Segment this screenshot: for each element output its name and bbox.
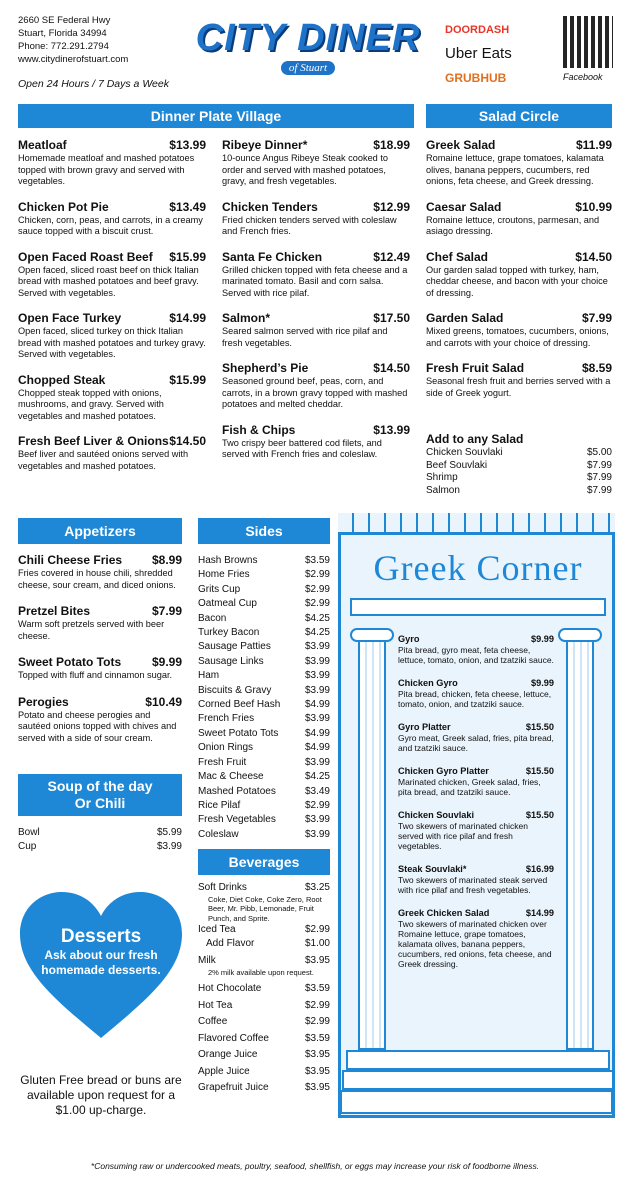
item-price: $4.99 — [304, 742, 330, 754]
item-name: Chef Salad — [426, 249, 489, 264]
list-item — [198, 741, 330, 755]
menu-item — [18, 200, 206, 238]
list-item: Iced Tea $2.99 — [198, 924, 330, 935]
item-price: $3.99 — [304, 641, 330, 653]
item-name: Fish & Chips — [222, 422, 296, 437]
item-description: Topped with fluff and cinnamon sugar. — [18, 670, 173, 680]
item-name: Ham — [198, 670, 220, 682]
list-item — [198, 712, 330, 726]
item-price: $14.50 — [575, 249, 612, 264]
item-name: Sausage Patties — [198, 641, 271, 653]
item-price: $2.99 — [304, 569, 330, 581]
list-item — [198, 568, 330, 582]
menu-item — [426, 138, 612, 188]
desserts-block — [30, 926, 172, 978]
item-description: Seasonal fresh fruit and berries served with a side of Greek yogurt. — [426, 376, 611, 398]
address-line-2: Stuart, Florida 34994 — [18, 28, 107, 39]
website-link[interactable]: www.citydinerofstuart.com — [18, 54, 129, 65]
item-name: Santa Fe Chicken — [222, 249, 323, 264]
item-price: $15.99 — [169, 249, 206, 264]
item-description: Gyro meat, Greek salad, fries, pita bread, and tzatziki sauce. — [398, 733, 554, 753]
item-name: Sweet Potato Tots — [198, 727, 279, 739]
item-price: $7.99 — [586, 459, 612, 471]
item-description: Romaine lettuce, croutons, parmesan, and asiago dressing. — [426, 214, 600, 236]
menu-item — [426, 250, 612, 300]
item-price: $2.99 — [304, 999, 330, 1011]
item-name: Garden Salad — [426, 311, 504, 325]
item-price: $7.99 — [586, 472, 612, 483]
facebook-label: Facebook — [563, 72, 603, 82]
item-price: $2.99 — [304, 799, 330, 811]
restaurant-info — [18, 14, 128, 66]
item-price: $3.95 — [304, 1065, 330, 1077]
item-description: Two skewers of marinated chicken served with rice pilaf and fresh vegetables. — [398, 821, 528, 851]
item-name: Mac & Cheese — [198, 771, 264, 783]
item-name: Steak Souvlaki* — [398, 864, 467, 874]
item-description: Potato and cheese perogies and sautéed onions topped with chives and served with a side of sour cream. — [18, 709, 177, 743]
beverages-header: Beverages — [198, 849, 330, 875]
item-price: $7.99 — [151, 604, 182, 618]
soup-title-2: Or Chili — [74, 795, 126, 811]
menu-item — [18, 604, 182, 642]
list-item — [426, 472, 612, 485]
item-name: Cup — [18, 840, 37, 852]
ubereats-logo[interactable]: Uber Eats — [445, 45, 512, 62]
item-name: Caesar Salad — [426, 199, 502, 214]
item-name: Pretzel Bites — [18, 604, 91, 618]
item-description: Chopped steak topped with onions, mushrooms, and gravy. Served with vegetables and mashed potatoes. — [18, 387, 164, 421]
item-name: Shepherd’s Pie — [222, 361, 309, 375]
sides-list — [198, 554, 330, 842]
item-name: Open Faced Roast Beef — [18, 249, 153, 264]
menu-item — [222, 138, 410, 188]
list-item — [198, 554, 330, 568]
temple-base-1 — [346, 1050, 610, 1070]
item-name: Rice Pilaf — [198, 799, 241, 811]
item-price: $3.99 — [304, 684, 330, 696]
item-price: $3.59 — [304, 1032, 330, 1044]
item-price: $15.50 — [525, 766, 554, 776]
item-name: Flavored Coffee — [198, 1032, 269, 1044]
menu-item — [398, 907, 554, 969]
item-name: Oatmeal Cup — [198, 598, 257, 610]
item-name: Perogies — [18, 694, 69, 709]
item-price: $13.99 — [169, 138, 206, 152]
delivery-partners — [445, 18, 555, 90]
item-name: Fresh Fruit Salad — [426, 361, 525, 375]
menu-item — [398, 765, 554, 797]
item-price: $5.00 — [586, 447, 612, 458]
list-item — [198, 1047, 330, 1064]
item-name: Hot Chocolate — [198, 983, 262, 994]
menu-item — [426, 311, 612, 349]
menu-item — [222, 200, 410, 238]
pillar-right — [566, 640, 594, 1050]
item-name: Chicken Pot Pie — [18, 199, 109, 214]
item-price: $4.25 — [304, 771, 330, 783]
soup-header — [18, 774, 182, 816]
list-item — [426, 460, 612, 473]
item-price: $3.95 — [304, 1049, 330, 1060]
item-name: Mashed Potatoes — [198, 785, 276, 797]
list-item — [198, 828, 330, 842]
menu-item — [18, 695, 182, 745]
item-description: Fried chicken tenders served with coleslaw and French fries. — [222, 214, 397, 236]
list-item — [198, 626, 330, 640]
item-name: Chicken Tenders — [222, 199, 318, 214]
item-name: Hot Tea — [198, 999, 233, 1011]
list-item — [198, 981, 330, 998]
temple-roof — [338, 513, 615, 535]
menu-item — [398, 809, 554, 851]
menu-item — [426, 200, 612, 238]
item-price: $2.99 — [304, 598, 330, 610]
menu-item — [398, 721, 554, 753]
item-name: Orange Juice — [198, 1049, 258, 1060]
item-description: Pita bread, chicken, feta cheese, lettuce, tomato, onion, and tzatziki sauce. — [398, 689, 552, 709]
list-item: Milk $3.95 — [198, 955, 330, 966]
item-price: $13.99 — [373, 422, 410, 437]
menu-item — [18, 553, 182, 591]
list-item — [198, 583, 330, 597]
item-description: Seasoned ground beef, peas, corn, and carrots, in a brown gravy topped with mashed potatoes and melted cheddar. — [222, 376, 408, 409]
gluten-free-note: Gluten Free bread or buns are available upon request for a $1.00 up-charge. — [20, 1073, 182, 1117]
item-name: Bowl — [18, 827, 40, 838]
item-price: $4.99 — [304, 727, 330, 739]
temple-base-2 — [342, 1070, 614, 1090]
item-price: $15.50 — [525, 722, 554, 732]
list-item — [198, 1014, 330, 1031]
item-name: Greek Chicken Salad — [398, 908, 490, 918]
item-price: $3.99 — [304, 655, 330, 667]
list-item — [198, 1080, 330, 1097]
item-name: Hash Browns — [198, 555, 258, 566]
item-description: Fries covered in house chili, shredded cheese, sour cream, and diced onions. — [18, 568, 176, 590]
qr-code-icon[interactable] — [563, 16, 613, 68]
item-name: Salmon* — [222, 311, 271, 325]
item-description: Pita bread, gyro meat, feta cheese, lettuce, tomato, onion, and tzatziki sauce. — [398, 645, 554, 665]
soup-title-1: Soup of the day — [47, 778, 153, 794]
list-item — [198, 799, 330, 813]
desserts-text: Ask about our fresh homemade desserts. — [41, 948, 161, 977]
list-item — [198, 727, 330, 741]
item-name: Salmon — [426, 484, 460, 496]
item-name: Onion Rings — [198, 742, 254, 754]
list-item — [426, 485, 612, 498]
list-item — [198, 640, 330, 654]
list-item — [198, 770, 330, 784]
item-price: $3.99 — [304, 814, 330, 826]
item-price: $3.49 — [304, 785, 330, 797]
item-name: Greek Salad — [426, 138, 496, 152]
item-price: $3.95 — [304, 1082, 330, 1093]
phone: Phone: 772.291.2794 — [18, 41, 109, 52]
item-price: $18.99 — [373, 138, 410, 152]
item-name: Corned Beef Hash — [198, 699, 281, 711]
menu-item — [18, 250, 206, 300]
soft-drinks-note: Coke, Diet Coke, Coke Zero, Root Beer, Mr. Pibb, Lemonade, Fruit Punch, and Sprite. — [208, 894, 322, 923]
item-name: Turkey Bacon — [198, 627, 260, 639]
doordash-logo[interactable]: DOORDASH — [445, 24, 510, 36]
milk-note: 2% milk available upon request. — [208, 967, 314, 977]
menu-item — [18, 434, 206, 472]
appetizers-column — [18, 553, 182, 757]
item-price: $10.99 — [575, 199, 612, 214]
list-item — [198, 612, 330, 626]
item-name: Gyro Platter — [398, 722, 451, 732]
item-description: Two crispy beer battered cod filets, and served with French fries and coleslaw. — [222, 437, 382, 459]
menu-item — [18, 373, 206, 423]
item-name: Home Fries — [198, 569, 250, 581]
item-name: Grapefruit Juice — [198, 1082, 269, 1093]
list-item — [198, 813, 330, 827]
item-description: Our garden salad topped with turkey, ham, cheddar cheese, and bacon with your choice of dressing. — [426, 264, 608, 298]
greek-menu — [398, 633, 554, 981]
menu-item — [18, 311, 206, 361]
item-price: $11.99 — [575, 138, 612, 152]
item-name: Sausage Links — [198, 655, 264, 667]
item-price: $17.50 — [373, 311, 410, 325]
item-name: Chicken Gyro Platter — [398, 766, 489, 776]
list-item — [198, 1031, 330, 1048]
item-price: $14.99 — [525, 908, 554, 918]
item-name: Bacon — [198, 612, 227, 624]
item-price: $8.99 — [151, 553, 182, 567]
item-description: Two skewers of marinated steak served with rice pilaf and fresh vegetables. — [398, 875, 548, 895]
list-item: Add Flavor $1.00 — [206, 937, 330, 949]
temple-base-3 — [340, 1090, 613, 1114]
item-name: Beef Souvlaki — [426, 459, 488, 471]
item-price: $14.99 — [169, 311, 206, 325]
beverages-list — [198, 881, 330, 1097]
item-description: Mixed greens, tomatoes, cucumbers, onions, and carrots with your choice of dressing. — [426, 326, 609, 348]
menu-item — [426, 361, 612, 399]
item-price: $10.49 — [145, 694, 182, 709]
item-price: $3.59 — [304, 983, 330, 994]
item-description: Beef liver and sautéed onions served with vegetables and mashed potatoes. — [18, 449, 189, 471]
item-price: $15.99 — [169, 372, 206, 387]
item-price: $3.99 — [304, 756, 330, 768]
item-name: Coffee — [198, 1016, 228, 1027]
menu-item — [222, 250, 410, 300]
item-price: $3.99 — [304, 828, 330, 840]
grubhub-logo[interactable]: GRUBHUB — [445, 71, 507, 85]
menu-item — [18, 655, 182, 682]
item-name: Chicken Souvlaki — [426, 447, 503, 458]
menu-item — [398, 677, 554, 709]
item-name: Fresh Vegetables — [198, 814, 276, 826]
item-name: Coleslaw — [198, 828, 239, 840]
item-price: $12.99 — [373, 199, 410, 214]
item-price: $3.59 — [304, 555, 330, 566]
list-item — [426, 447, 612, 460]
menu-item — [222, 361, 410, 411]
menu-item — [222, 311, 410, 349]
item-price: $5.99 — [156, 827, 182, 838]
item-price: $7.99 — [586, 484, 612, 496]
item-price: $9.99 — [151, 655, 182, 669]
menu-item — [18, 138, 206, 188]
item-description: Open faced, sliced roast beef on thick Italian bread with mashed potatoes and beef gravy. Served with vegetables. — [18, 264, 199, 298]
logo-sub: of Stuart — [281, 61, 335, 75]
item-name: Fresh Beef Liver & Onions — [18, 434, 169, 448]
list-item — [198, 669, 330, 683]
item-name: Chicken Souvlaki — [398, 810, 475, 820]
item-price: $7.99 — [581, 311, 612, 325]
item-price: $2.99 — [304, 583, 330, 595]
menu-item — [398, 633, 554, 665]
list-item — [198, 756, 330, 770]
item-name: Gyro — [398, 634, 420, 644]
salad-column — [426, 138, 612, 411]
logo-main: CITY DINER — [195, 17, 421, 59]
list-item: Soft Drinks $3.25 — [198, 882, 330, 893]
address-line-1: 2660 SE Federal Hwy — [18, 15, 111, 26]
item-price: $12.49 — [373, 249, 410, 264]
item-name: Ribeye Dinner* — [222, 138, 308, 152]
list-item — [198, 998, 330, 1015]
list-item — [18, 840, 182, 854]
item-description: 10-ounce Angus Ribeye Steak cooked to order and served with mashed potatoes, gravy, and fresh vegetables. — [222, 153, 388, 186]
appetizers-header: Appetizers — [18, 518, 182, 544]
list-item — [198, 655, 330, 669]
item-price: $14.50 — [169, 434, 206, 448]
desserts-title: Desserts — [60, 926, 142, 947]
item-price: $13.49 — [169, 199, 206, 214]
item-price: $16.99 — [525, 864, 554, 874]
list-item — [198, 698, 330, 712]
item-price: $3.99 — [304, 713, 330, 725]
item-description: Seared salmon served with rice pilaf and fresh vegetables. — [222, 326, 388, 348]
menu-item — [398, 863, 554, 895]
dinner-header: Dinner Plate Village — [18, 104, 414, 128]
item-name: Grits Cup — [198, 583, 241, 595]
item-name: Fresh Fruit — [198, 756, 247, 768]
hours: Open 24 Hours / 7 Days a Week — [18, 78, 169, 90]
list-item — [198, 1064, 330, 1081]
sides-header: Sides — [198, 518, 330, 544]
soup-list — [18, 826, 182, 853]
item-description: Romaine lettuce, grape tomatoes, kalamata olives, banana peppers, cucumbers, red onions, feta cheese, and Greek dressing. — [426, 153, 604, 186]
item-price: $9.99 — [531, 678, 554, 688]
item-price: $8.59 — [581, 361, 612, 375]
dinner-right-column — [222, 138, 410, 473]
pillar-left — [358, 640, 386, 1050]
item-name: Chicken Gyro — [398, 678, 458, 688]
item-description: Two skewers of marinated chicken over Romaine lettuce, grape tomatoes, kalamata olives, banana peppers, cucumbers, red onions, feta cheese, and Greek dressing. — [398, 919, 552, 969]
menu-item — [222, 423, 410, 461]
logo — [188, 18, 428, 82]
item-description: Homemade meatloaf and mashed potatoes topped with brown gravy and served with vegetables. — [18, 153, 195, 186]
list-item — [198, 597, 330, 611]
item-name: French Fries — [198, 713, 255, 725]
item-price: $4.99 — [304, 699, 330, 711]
item-name: Apple Juice — [198, 1065, 250, 1077]
item-description: Open faced, sliced turkey on thick Italian bread with mashed potatoes and turkey gravy. Served with vegetables. — [18, 326, 206, 359]
item-price: $2.99 — [304, 1016, 330, 1027]
item-price: $4.25 — [304, 627, 330, 639]
temple-beam — [350, 598, 606, 616]
item-name: Meatloaf — [18, 138, 67, 152]
item-price: $15.50 — [525, 810, 554, 820]
greek-corner-title: Greek Corner — [373, 548, 583, 588]
item-description: Warm soft pretzels served with beer cheese. — [18, 619, 165, 641]
item-name: Chili Cheese Fries — [18, 553, 123, 567]
item-name: Open Face Turkey — [18, 311, 122, 325]
list-item — [198, 684, 330, 698]
salad-header: Salad Circle — [426, 104, 612, 128]
item-description: Grilled chicken topped with feta cheese and a marinated tomato. Basil and corn salsa. Served with rice pilaf. — [222, 264, 408, 298]
item-price: $9.99 — [531, 634, 554, 644]
item-name: Biscuits & Gravy — [198, 684, 272, 696]
item-description: Marinated chicken, Greek salad, fries, pita bread, and tzatziki sauce. — [398, 777, 541, 797]
addons-list — [426, 447, 612, 497]
item-description: Chicken, corn, peas, and carrots, in a creamy sauce topped with a biscuit crust. — [18, 214, 203, 236]
item-price: $3.99 — [156, 840, 182, 852]
list-item — [18, 826, 182, 840]
salad-addons — [426, 432, 612, 497]
addons-title: Add to any Salad — [426, 432, 524, 446]
item-price: $3.99 — [304, 670, 330, 682]
food-safety-disclaimer: *Consuming raw or undercooked meats, poultry, seafood, shellfish, or eggs may increase your risk of foodborne illness. — [90, 1161, 540, 1171]
item-price: $14.50 — [373, 361, 410, 375]
item-name: Chopped Steak — [18, 372, 106, 387]
dinner-left-column — [18, 138, 206, 484]
item-name: Shrimp — [426, 472, 458, 483]
item-name: Sweet Potato Tots — [18, 655, 122, 669]
list-item — [198, 785, 330, 799]
item-price: $4.25 — [304, 612, 330, 624]
